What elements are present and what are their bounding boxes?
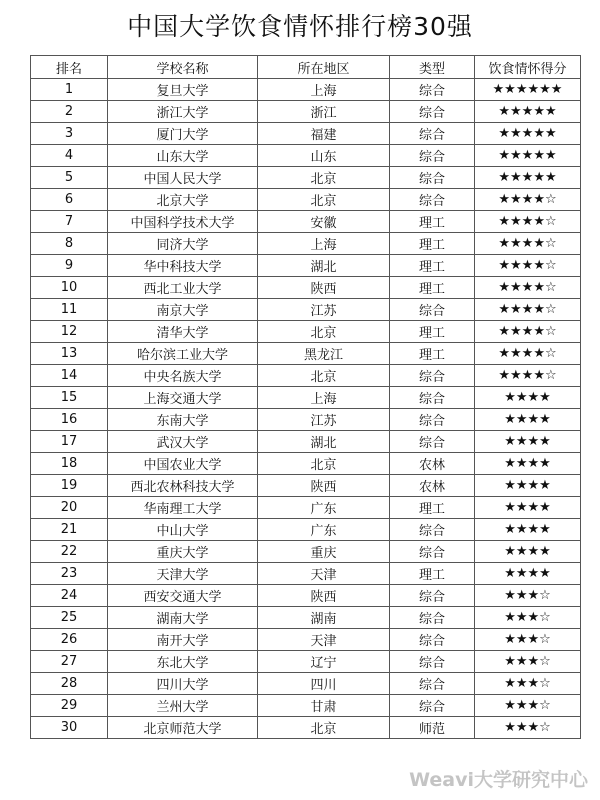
type-cell: 综合 [390,585,475,607]
table-row [31,233,581,255]
rank-cell: 18 [31,453,108,475]
school-name-cell: 武汉大学 [108,431,258,453]
score-cell: ★★★★☆ [475,189,581,211]
region-cell: 黑龙江 [258,343,390,365]
type-cell: 理工 [390,255,475,277]
rank-cell: 12 [31,321,108,343]
school-name-cell: 厦门大学 [108,123,258,145]
rank-cell: 22 [31,541,108,563]
region-cell: 辽宁 [258,651,390,673]
rank-cell: 27 [31,651,108,673]
school-name-cell: 西北工业大学 [108,277,258,299]
rank-cell: 1 [31,79,108,101]
table-row [31,167,581,189]
score-cell: ★★★★ [475,497,581,519]
score-cell: ★★★★☆ [475,299,581,321]
school-name-cell: 南开大学 [108,629,258,651]
rank-cell: 11 [31,299,108,321]
rank-cell: 7 [31,211,108,233]
rank-cell: 23 [31,563,108,585]
school-name-cell: 上海交通大学 [108,387,258,409]
region-cell: 福建 [258,123,390,145]
school-name-cell: 中国农业大学 [108,453,258,475]
rank-cell: 8 [31,233,108,255]
table-row [31,651,581,673]
school-name-cell: 西安交通大学 [108,585,258,607]
region-cell: 安徽 [258,211,390,233]
ranking-table [30,55,581,739]
table-row [31,629,581,651]
score-cell: ★★★☆ [475,629,581,651]
region-cell: 陕西 [258,585,390,607]
score-cell: ★★★☆ [475,585,581,607]
region-cell: 天津 [258,629,390,651]
school-name-cell: 清华大学 [108,321,258,343]
score-cell: ★★★★☆ [475,277,581,299]
region-cell: 甘肃 [258,695,390,717]
header-score: 饮食情怀得分 [475,56,581,79]
region-cell: 上海 [258,79,390,101]
type-cell: 综合 [390,189,475,211]
score-cell: ★★★★ [475,431,581,453]
rank-cell: 3 [31,123,108,145]
rank-cell: 10 [31,277,108,299]
score-cell: ★★★★☆ [475,255,581,277]
type-cell: 综合 [390,629,475,651]
region-cell: 浙江 [258,101,390,123]
rank-cell: 26 [31,629,108,651]
table-row [31,497,581,519]
table-row [31,343,581,365]
type-cell: 综合 [390,695,475,717]
type-cell: 综合 [390,167,475,189]
score-cell: ★★★★★ [475,123,581,145]
type-cell: 综合 [390,541,475,563]
region-cell: 上海 [258,233,390,255]
type-cell: 理工 [390,277,475,299]
school-name-cell: 复旦大学 [108,79,258,101]
region-cell: 北京 [258,453,390,475]
school-name-cell: 华南理工大学 [108,497,258,519]
region-cell: 北京 [258,321,390,343]
type-cell: 综合 [390,365,475,387]
region-cell: 江苏 [258,409,390,431]
header-type: 类型 [390,56,475,79]
type-cell: 理工 [390,233,475,255]
table-row [31,277,581,299]
header-region: 所在地区 [258,56,390,79]
table-row [31,519,581,541]
header-rank: 排名 [31,56,108,79]
score-cell: ★★★★ [475,563,581,585]
score-cell: ★★★★ [475,541,581,563]
school-name-cell: 东北大学 [108,651,258,673]
school-name-cell: 同济大学 [108,233,258,255]
table-header-row [31,56,581,79]
score-cell: ★★★★ [475,387,581,409]
type-cell: 农林 [390,475,475,497]
type-cell: 理工 [390,497,475,519]
table-row [31,255,581,277]
type-cell: 综合 [390,409,475,431]
rank-cell: 19 [31,475,108,497]
type-cell: 综合 [390,431,475,453]
type-cell: 综合 [390,79,475,101]
rank-cell: 13 [31,343,108,365]
school-name-cell: 天津大学 [108,563,258,585]
type-cell: 师范 [390,717,475,739]
region-cell: 北京 [258,717,390,739]
score-cell: ★★★★☆ [475,233,581,255]
table-row [31,541,581,563]
region-cell: 北京 [258,365,390,387]
rank-cell: 24 [31,585,108,607]
table-row [31,453,581,475]
region-cell: 四川 [258,673,390,695]
school-name-cell: 中央名族大学 [108,365,258,387]
table-row [31,79,581,101]
type-cell: 综合 [390,101,475,123]
page-title: 中国大学饮食情怀排行榜30强 [127,12,473,41]
rank-cell: 4 [31,145,108,167]
school-name-cell: 华中科技大学 [108,255,258,277]
score-cell: ★★★☆ [475,651,581,673]
score-cell: ★★★★☆ [475,321,581,343]
rank-cell: 20 [31,497,108,519]
school-name-cell: 中山大学 [108,519,258,541]
table-row [31,299,581,321]
school-name-cell: 浙江大学 [108,101,258,123]
score-cell: ★★★★★ [475,167,581,189]
table-row [31,123,581,145]
rank-cell: 5 [31,167,108,189]
school-name-cell: 哈尔滨工业大学 [108,343,258,365]
type-cell: 理工 [390,321,475,343]
score-cell: ★★★★★ [475,145,581,167]
region-cell: 陕西 [258,277,390,299]
score-cell: ★★★☆ [475,717,581,739]
school-name-cell: 兰州大学 [108,695,258,717]
rank-cell: 29 [31,695,108,717]
school-name-cell: 西北农林科技大学 [108,475,258,497]
region-cell: 湖南 [258,607,390,629]
region-cell: 天津 [258,563,390,585]
table-row [31,695,581,717]
region-cell: 湖北 [258,255,390,277]
school-name-cell: 东南大学 [108,409,258,431]
school-name-cell: 山东大学 [108,145,258,167]
score-cell: ★★★★★★ [475,79,581,101]
region-cell: 广东 [258,519,390,541]
score-cell: ★★★★★ [475,101,581,123]
rank-cell: 30 [31,717,108,739]
region-cell: 江苏 [258,299,390,321]
rank-cell: 21 [31,519,108,541]
score-cell: ★★★★☆ [475,365,581,387]
table-row [31,321,581,343]
rank-cell: 2 [31,101,108,123]
score-cell: ★★★★ [475,409,581,431]
type-cell: 综合 [390,519,475,541]
rank-cell: 15 [31,387,108,409]
table-row [31,211,581,233]
table-row [31,607,581,629]
score-cell: ★★★★☆ [475,211,581,233]
school-name-cell: 湖南大学 [108,607,258,629]
table-row [31,585,581,607]
table-row [31,475,581,497]
type-cell: 理工 [390,563,475,585]
region-cell: 重庆 [258,541,390,563]
table-row [31,431,581,453]
region-cell: 北京 [258,189,390,211]
type-cell: 理工 [390,343,475,365]
type-cell: 综合 [390,673,475,695]
table-row [31,387,581,409]
school-name-cell: 南京大学 [108,299,258,321]
rank-cell: 9 [31,255,108,277]
table-body [31,79,581,739]
score-cell: ★★★★ [475,519,581,541]
score-cell: ★★★☆ [475,695,581,717]
type-cell: 理工 [390,211,475,233]
school-name-cell: 四川大学 [108,673,258,695]
table-row [31,409,581,431]
type-cell: 综合 [390,651,475,673]
rank-cell: 25 [31,607,108,629]
school-name-cell: 中国科学技术大学 [108,211,258,233]
table-row [31,365,581,387]
rank-cell: 6 [31,189,108,211]
score-cell: ★★★★☆ [475,343,581,365]
region-cell: 北京 [258,167,390,189]
region-cell: 湖北 [258,431,390,453]
school-name-cell: 中国人民大学 [108,167,258,189]
type-cell: 综合 [390,145,475,167]
school-name-cell: 重庆大学 [108,541,258,563]
school-name-cell: 北京大学 [108,189,258,211]
score-cell: ★★★☆ [475,607,581,629]
school-name-cell: 北京师范大学 [108,717,258,739]
header-school-name: 学校名称 [108,56,258,79]
table-row [31,145,581,167]
score-cell: ★★★☆ [475,673,581,695]
score-cell: ★★★★ [475,475,581,497]
score-cell: ★★★★ [475,453,581,475]
table-row [31,101,581,123]
rank-cell: 28 [31,673,108,695]
rank-cell: 16 [31,409,108,431]
region-cell: 上海 [258,387,390,409]
type-cell: 综合 [390,607,475,629]
rank-cell: 14 [31,365,108,387]
watermark: Weavi大学研究中心 [409,769,588,791]
table-row [31,189,581,211]
table-row [31,717,581,739]
table-row [31,563,581,585]
type-cell: 综合 [390,123,475,145]
type-cell: 农林 [390,453,475,475]
region-cell: 山东 [258,145,390,167]
type-cell: 综合 [390,299,475,321]
table-row [31,673,581,695]
region-cell: 广东 [258,497,390,519]
rank-cell: 17 [31,431,108,453]
type-cell: 综合 [390,387,475,409]
region-cell: 陕西 [258,475,390,497]
